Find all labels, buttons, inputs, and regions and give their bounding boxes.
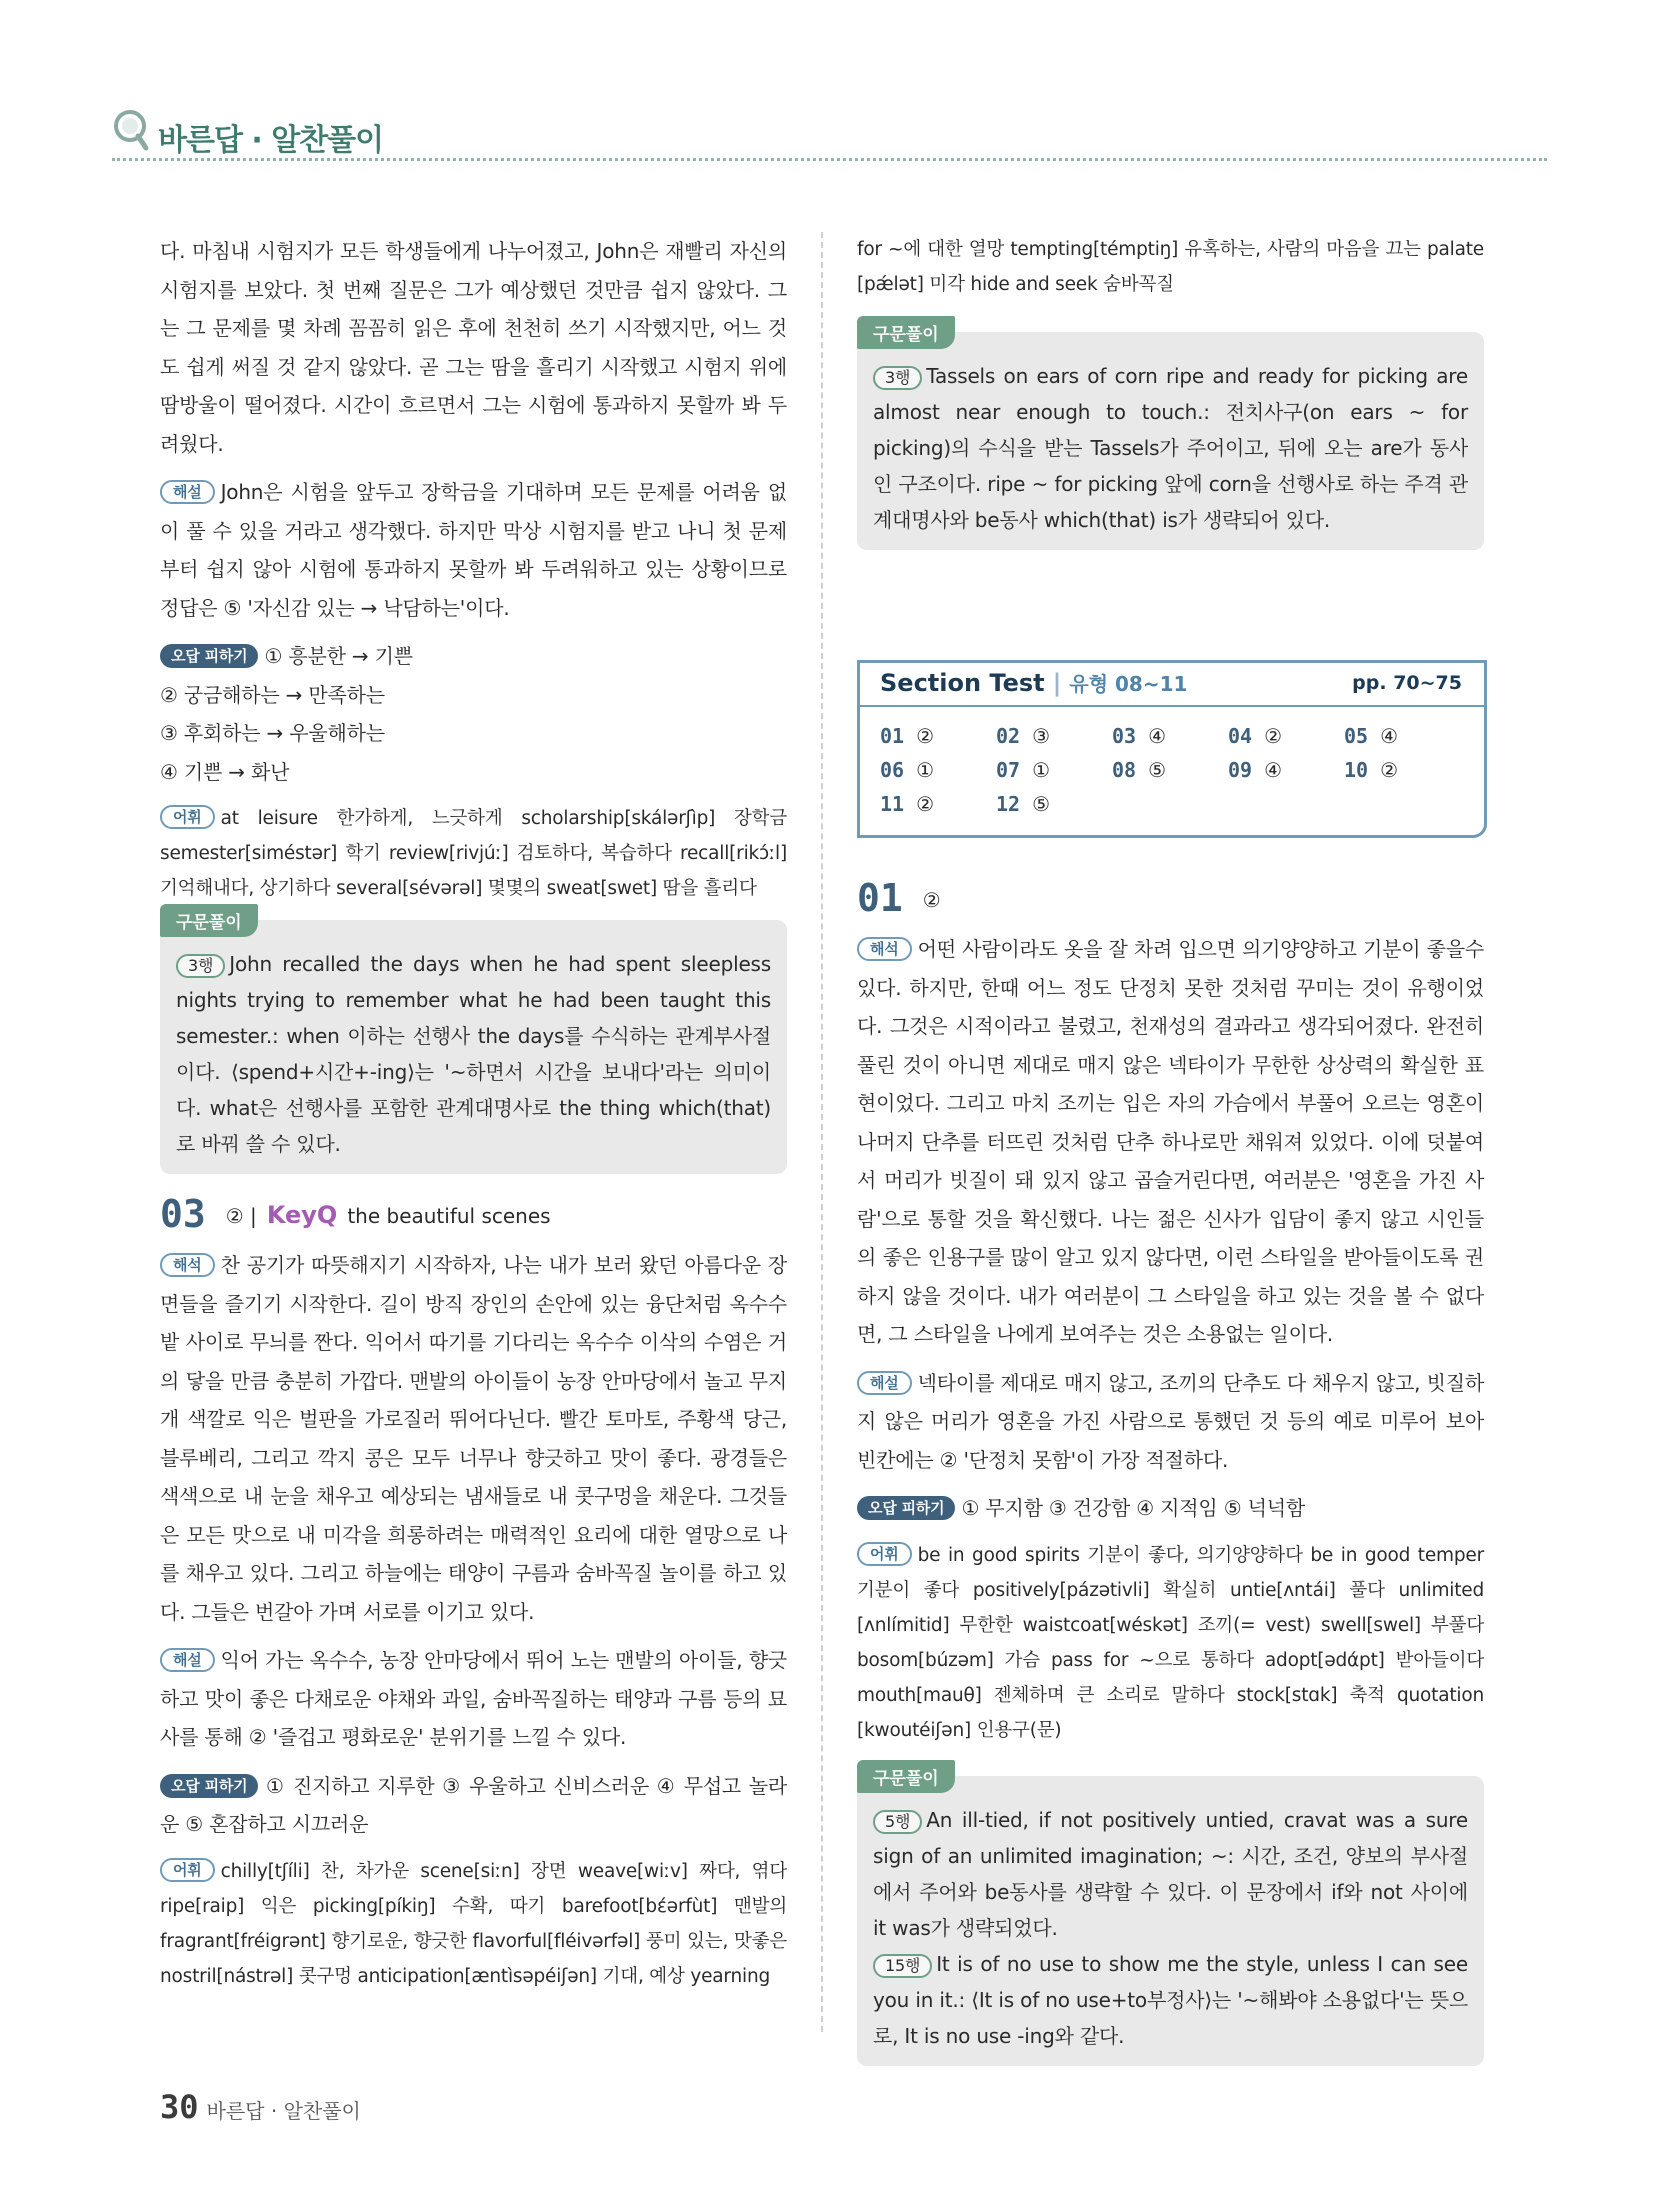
answer-cell bbox=[1228, 721, 1344, 751]
vocabulary-text: at leisure 한가하게, 느긋하게 scholarship[skálərʃìp] 장학금 semester[siméstər] 학기 review[rivjúː] 검토하다, 복습하다 recall[rikɔ́ːl] 기억해내다, 상기하다 several[sévərəl] 몇몇의 sweat[swet] 땀을 흘리다 bbox=[160, 808, 787, 899]
answer-cell bbox=[1112, 755, 1228, 785]
answer-number: 05 bbox=[1344, 724, 1369, 748]
wrong-answer-item: ④ 기쁜 → 화난 bbox=[160, 759, 290, 784]
page-number: 30 bbox=[160, 2088, 199, 2126]
answer-cell bbox=[1112, 721, 1228, 751]
answer-choice: ③ bbox=[1032, 724, 1051, 748]
answer-number: 03 bbox=[1112, 724, 1137, 748]
explanation-label: 해설 bbox=[160, 480, 215, 504]
answer-number: 10 bbox=[1344, 758, 1369, 782]
line-badge: 5행 bbox=[873, 1810, 922, 1834]
answer-number: 02 bbox=[996, 724, 1021, 748]
wrong-answers-label: 오답 피하기 bbox=[160, 644, 258, 668]
question-number: 03 bbox=[160, 1192, 206, 1236]
translation-text: 찬 공기가 따뜻해지기 시작하자, 나는 내가 보러 왔던 아름다운 장면들을 즐기기 시작한다. 길이 방직 장인의 손안에 있는 융단처럼 옥수수밭 사이로 무늬를 짠다. 익어서 따기를 기다리는 옥수수 이삭의 수염은 거의 닿을 만큼 충분히 가깝다. 맨발의 아이들이 농장 안마당에서 놀고 무지개 색깔로 익은 벌판을 가로질러 뛰어다닌다. 빨간 토마토, 주황색 당근, 블루베리, 그리고 깍지 콩은 모두 너무나 향긋하고 맛이 좋다. 광경들은 색색으로 내 눈을 채우고 예상되는 냄새들로 내 콧구멍을 채운다. 그것들은 모든 맛으로 내 미각을 희롱하려는 매력적인 요리에 대한 열망으로 나를 채우고 있다. 그리고 하늘에는 태양이 구름과 숨바꼭질 놀이를 하고 있다. 그들은 번갈아 가며 서로를 이기고 있다. bbox=[160, 1253, 787, 1624]
answer-choice: ② bbox=[916, 724, 935, 748]
answer-number: 07 bbox=[996, 758, 1021, 782]
answer-cell bbox=[880, 721, 996, 751]
translation-text: 어떤 사람이라도 옷을 잘 차려 입으면 의기양양하고 기분이 좋을수 있다. 하지만, 한때 어느 정도 단정치 못한 것처럼 꾸미는 것이 유행이었다. 그것은 시적이라고 불렸고, 천재성의 결과라고 생각되어졌다. 완전히 풀린 것이 아니면 제대로 매지 않은 넥타이가 무한한 상상력의 확실한 표현이었다. 그리고 마치 조끼는 입은 자의 가슴에서 부풀어 오르는 영혼이 나머지 단추를 터뜨린 것처럼 단추 하나로만 채워져 있었다. 이에 덧붙여서 머리가 빗질이 돼 있지 않고 곱슬거린다면, 여러분은 '영혼을 가진 사람'으로 통할 것을 확신했다. 나는 젊은 신사가 입담이 좋지 않고 시인들의 좋은 인용구를 많이 알고 있지 않다면, 이런 스타일을 받아들이도록 권하지 않을 것이다. 내가 여러분이 그 스타일을 하고 있는 것을 볼 수 없다면, 그 스타일을 나에게 보여주는 것은 소용없는 일이다. bbox=[857, 937, 1484, 1346]
answer-number: 08 bbox=[1112, 758, 1137, 782]
line-badge: 15행 bbox=[873, 1954, 932, 1978]
answer-cell bbox=[996, 721, 1112, 751]
vocabulary bbox=[160, 801, 787, 906]
wrong-answer-item: ③ 후회하는 → 우울해하는 bbox=[160, 721, 385, 745]
answer-grid bbox=[860, 707, 1484, 835]
explanation bbox=[160, 1641, 787, 1757]
translation-continued: 다. 마침내 시험지가 모든 학생들에게 나누어졌고, John은 재빨리 자신의 시험지를 보았다. 첫 번째 질문은 그가 예상했던 것만큼 쉽지 않았다. 그는 그 문제를 몇 차례 꼼꼼히 읽은 후에 천천히 쓰기 시작했지만, 어느 것도 쉽게 써질 것 같지 않았다. 곧 그는 땀을 흘리기 시작했고 시험지 위에 땀방울이 떨어졌다. 시간이 흐르면서 그는 시험에 통과하지 못할까 봐 두려웠다. bbox=[160, 239, 787, 456]
grammar-tab: 구문풀이 bbox=[857, 316, 955, 349]
explanation-text: 익어 가는 옥수수, 농장 안마당에서 뛰어 노는 맨발의 아이들, 향긋하고 맛이 좋은 다채로운 야채와 과일, 숨바꼭질하는 태양과 구름 등의 묘사를 통해 ② '즐겁고 평화로운' 분위기를 느낄 수 있다. bbox=[160, 1648, 787, 1749]
wrong-answers bbox=[160, 1767, 787, 1844]
question-heading bbox=[857, 876, 1484, 920]
page-footer bbox=[160, 2088, 361, 2126]
answer-cell bbox=[880, 789, 996, 819]
section-test-title: Section Test bbox=[880, 669, 1045, 697]
section-test-box bbox=[857, 660, 1487, 838]
translation-label: 해석 bbox=[160, 1253, 215, 1277]
grammar-tab: 구문풀이 bbox=[857, 1760, 955, 1793]
answer-cell bbox=[1344, 721, 1460, 751]
answer-choice: ② bbox=[1264, 724, 1283, 748]
left-column bbox=[160, 232, 787, 2004]
wrong-answers-label: 오답 피하기 bbox=[857, 1496, 955, 1520]
page-header bbox=[112, 108, 1547, 163]
answer-choice: ① bbox=[1032, 758, 1051, 782]
header-title: 바른답 · 알찬풀이 bbox=[158, 123, 384, 158]
answer-number: 01 bbox=[880, 724, 905, 748]
answer-choice: ① bbox=[916, 758, 935, 782]
question-answer: ② bbox=[225, 1204, 244, 1228]
translation bbox=[857, 930, 1484, 1354]
section-test-pages: pp. 70~75 bbox=[1352, 672, 1462, 694]
vocabulary-label: 어휘 bbox=[160, 805, 215, 829]
vocabulary-continued: for ~에 대한 열망 tempting[témptiŋ] 유혹하는, 사람의 마음을 끄는 palate [pǽlət] 미각 hide and seek 숨바꼭질 bbox=[857, 239, 1484, 295]
answer-cell bbox=[1228, 755, 1344, 785]
answer-number: 04 bbox=[1228, 724, 1253, 748]
explanation bbox=[857, 1364, 1484, 1480]
translation-label: 해석 bbox=[857, 937, 912, 961]
wrong-answers bbox=[160, 637, 787, 791]
grammar-text: Tassels on ears of corn ripe and ready for picking are almost near enough to touch.: 전치사구(on ears ~ for picking)의 수식을 받는 Tassels가 주어이고, 뒤에 오는 are가 동사인 구조이다. ripe ~ for picking 앞에 corn을 선행사로 하는 주격 관계대명사와 be동사 which(that) is가 생략되어 있다. bbox=[873, 364, 1468, 532]
answer-number: 11 bbox=[880, 792, 905, 816]
wrong-answer-item: ② 궁금해하는 → 만족하는 bbox=[160, 682, 385, 707]
explanation bbox=[160, 473, 787, 627]
wrong-answers-text: ① 무지함 ③ 건강함 ④ 지적임 ⑤ 넉넉함 bbox=[961, 1496, 1305, 1520]
vocabulary bbox=[160, 1854, 787, 1994]
answer-cell bbox=[996, 789, 1112, 819]
answer-choice: ② bbox=[916, 792, 935, 816]
vocabulary-text: be in good spirits 기분이 좋다, 의기양양하다 be in good temper 기분이 좋다 positively[pázətivli] 확실히 untie[ʌntái] 풀다 unlimited [ʌnlímitid] 무한한 waistcoat[wéskət] 조끼(= vest) swell[swel] 부풀다 bosom[búzəm] 가슴 pass for ~으로 통하다 adopt[ədάpt] 받아들이다 mouth[mauθ] 젠체하며 큰 소리로 말하다 stock[stɑk] 축적 quotation [kwoutéiʃən] 인용구(문) bbox=[857, 1544, 1484, 1741]
answer-choice: ⑤ bbox=[1032, 792, 1051, 816]
wrong-answers-text: ① 진지하고 지루한 ③ 우울하고 신비스러운 ④ 무섭고 놀라운 ⑤ 혼잡하고 시끄러운 bbox=[160, 1773, 787, 1836]
grammar-text: An ill-tied, if not positively untied, cravat was a sure sign of an unlimited imagination; ~: 시간, 조건, 양보의 부사절에서 주어와 be동사를 생략할 수 있다. 이 문장에서 if와 not 사이에 it was가 생략되었다. bbox=[873, 1807, 1468, 1940]
question-answer: ② bbox=[922, 888, 941, 912]
answer-cell bbox=[996, 755, 1112, 785]
wrong-answer-item: ① 흥분한 → 기쁜 bbox=[264, 644, 413, 668]
section-test-range: 유형 08~11 bbox=[1069, 672, 1188, 696]
vocabulary-text: chilly[tʃíli] 찬, 차가운 scene[siːn] 장면 weave[wiːv] 짜다, 엮다 ripe[raip] 익은 picking[píkiŋ] 수확, 따기 barefoot[bέərfùt] 맨발의 fragrant[fréigrənt] 향기로운, 향긋한 flavorful[fléivərfəl] 풍미 있는, 맛좋은 nostril[nástrəl] 콧구멍 anticipation[æntìsəpéiʃən] 기대, 예상 yearning bbox=[160, 1860, 787, 1987]
grammar-box bbox=[160, 913, 787, 1174]
vocabulary-label: 어휘 bbox=[857, 1542, 912, 1566]
section-test-header: Section Test | 유형 08~11 pp. 70~75 bbox=[860, 663, 1484, 707]
explanation-text: 넥타이를 제대로 매지 않고, 조끼의 단추도 다 채우지 않고, 빗질하지 않은 머리가 영혼을 가진 사람으로 통했던 것 등의 예로 미루어 보아 빈칸에는 ② '단정치 못함'이 가장 적절하다. bbox=[857, 1370, 1484, 1472]
wrong-answers-label: 오답 피하기 bbox=[160, 1774, 258, 1798]
keyq-text: the beautiful scenes bbox=[347, 1204, 551, 1228]
column-divider bbox=[821, 232, 823, 2032]
magnifier-q-icon bbox=[112, 108, 150, 152]
wrong-answers bbox=[857, 1489, 1484, 1528]
line-badge: 3행 bbox=[176, 954, 225, 978]
explanation-label: 해설 bbox=[160, 1648, 215, 1672]
answer-choice: ② bbox=[1380, 758, 1399, 782]
answer-choice: ④ bbox=[1380, 724, 1399, 748]
question-number: 01 bbox=[857, 876, 903, 920]
question-heading: 03 ② | KeyQ the beautiful scenes bbox=[160, 1192, 551, 1236]
grammar-tab: 구문풀이 bbox=[160, 904, 258, 937]
answer-choice: ④ bbox=[1148, 724, 1167, 748]
footer-label: 바른답 · 알찬풀이 bbox=[206, 2099, 361, 2123]
vocabulary-label: 어휘 bbox=[160, 1858, 215, 1882]
grammar-text: It is of no use to show me the style, unless I can see you in it.: ⟨It is of no use+to부정사⟩는 '~해봐야 소용없다'는 뜻으로, It is no use -ing와 같다. bbox=[873, 1951, 1468, 2048]
vocabulary bbox=[857, 1538, 1484, 1748]
answer-cell bbox=[880, 755, 996, 785]
right-column bbox=[857, 232, 1484, 2084]
answer-number: 09 bbox=[1228, 758, 1253, 782]
answer-number: 06 bbox=[880, 758, 905, 782]
grammar-text: John recalled the days when he had spent sleepless nights trying to remember what he had been taught this semester.: when 이하는 선행사 the days를 수식하는 관계부사절이다. ⟨spend+시간+-ing⟩는 '~하면서 시간을 보내다'라는 의미이다. what은 선행사를 포함한 관계대명사로 the thing which(that)로 바꿔 쓸 수 있다. bbox=[176, 952, 771, 1156]
explanation-label: 해설 bbox=[857, 1371, 912, 1395]
keyq-label: KeyQ bbox=[266, 1201, 338, 1229]
grammar-box bbox=[857, 325, 1484, 550]
answer-choice: ⑤ bbox=[1148, 758, 1167, 782]
line-badge: 3행 bbox=[873, 366, 922, 390]
grammar-box bbox=[857, 1768, 1484, 2066]
answer-number: 12 bbox=[996, 792, 1021, 816]
answer-choice: ④ bbox=[1264, 758, 1283, 782]
answer-cell bbox=[1344, 755, 1460, 785]
explanation-text: John은 시험을 앞두고 장학금을 기대하며 모든 문제를 어려움 없이 풀 수 있을 거라고 생각했다. 하지만 막상 시험지를 받고 나니 첫 문제부터 쉽지 않아 시험에 통과하지 못할까 봐 두려워하고 있는 상황이므로 정답은 ⑤ '자신감 있는 → 낙담하는'이다. bbox=[160, 480, 787, 620]
header-divider bbox=[112, 158, 1547, 161]
translation bbox=[160, 1246, 787, 1631]
